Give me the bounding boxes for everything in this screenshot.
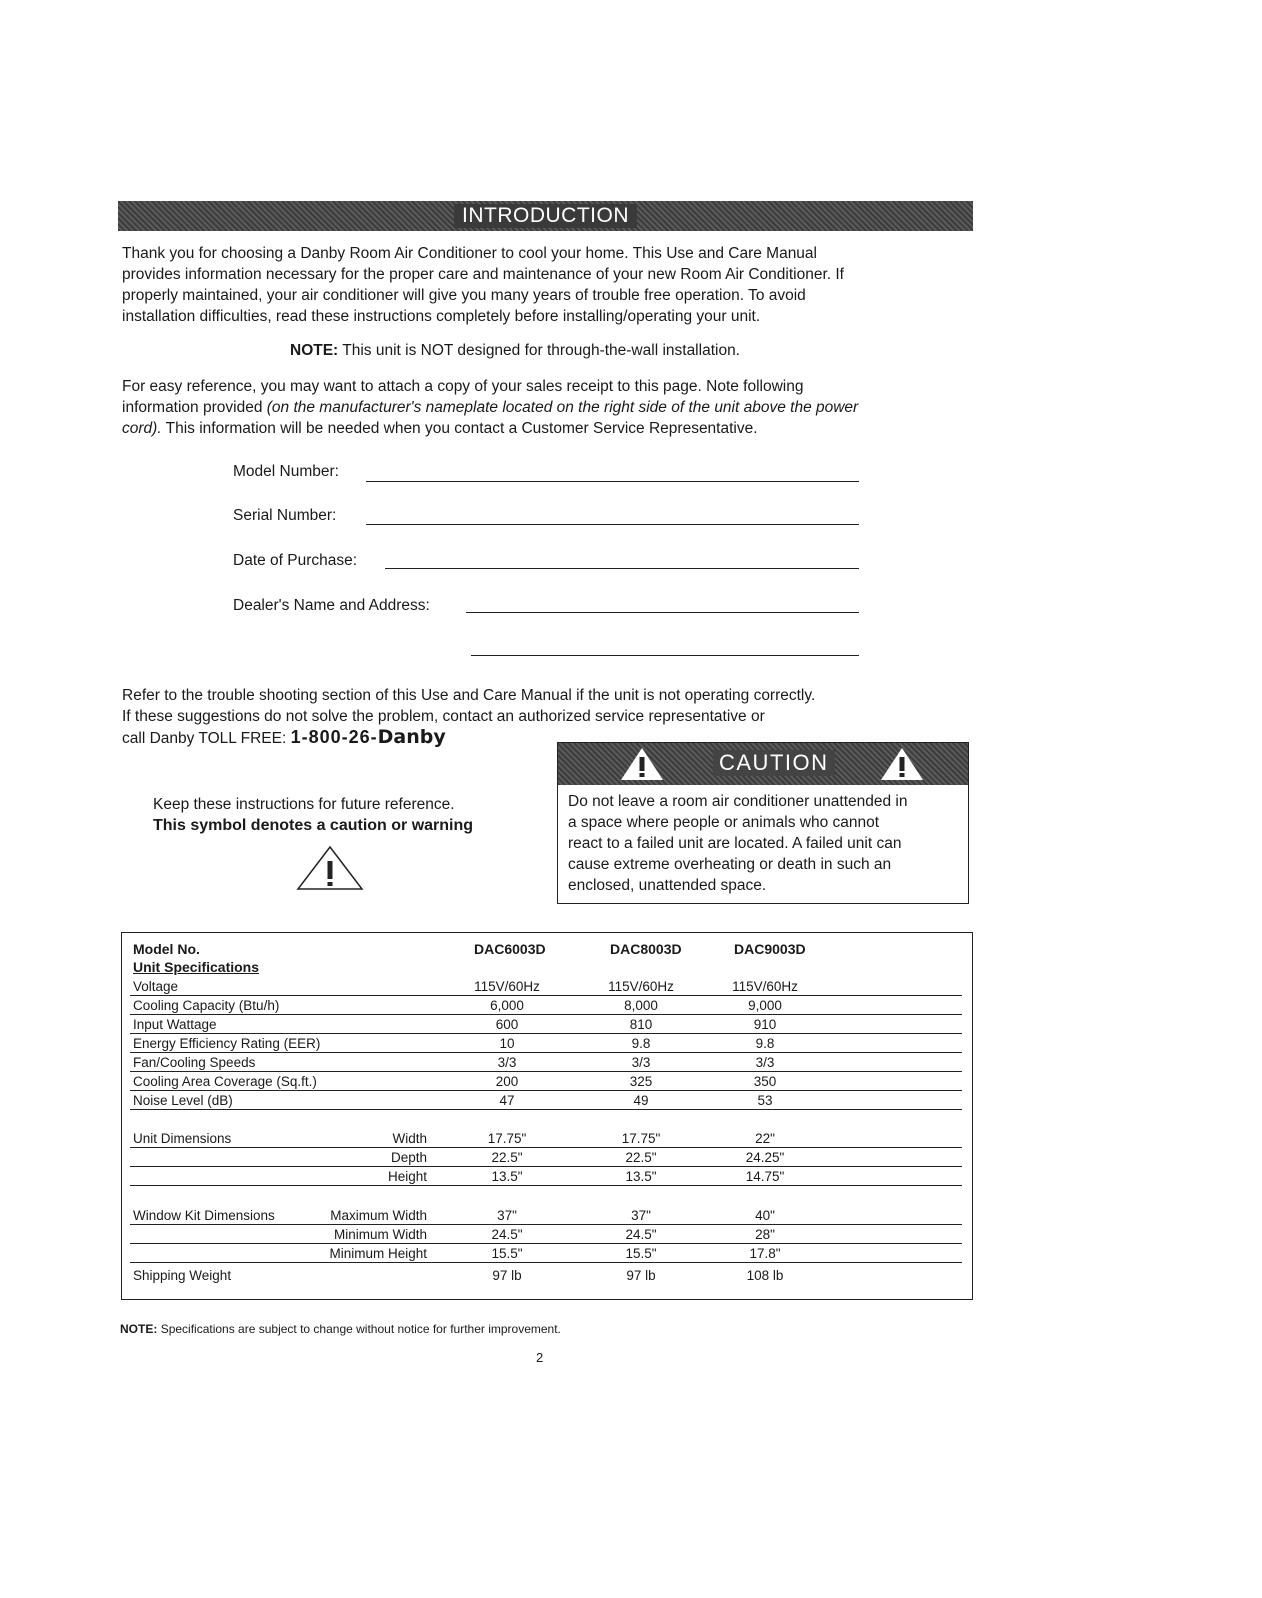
- dimension-value: 13.5": [625, 1169, 657, 1184]
- dimension-value: 13.5": [491, 1169, 523, 1184]
- spec-value: 9.8: [631, 1036, 651, 1051]
- dimension-sub-label: Minimum Width: [333, 1227, 427, 1242]
- date-of-purchase-line[interactable]: [385, 568, 859, 569]
- page-number: 2: [536, 1350, 544, 1365]
- spec-value: 3/3: [497, 1055, 517, 1070]
- spec-label: Cooling Capacity (Btu/h): [133, 998, 280, 1013]
- serial-number-line[interactable]: [366, 524, 859, 525]
- shipping-value: 108 lb: [746, 1268, 784, 1283]
- dimension-value: 17.75": [621, 1131, 661, 1146]
- row-rule: [130, 995, 962, 996]
- dimension-value: 28": [755, 1227, 775, 1242]
- caution-left-icon: [620, 747, 664, 781]
- shipping-weight-label: Shipping Weight: [133, 1268, 232, 1283]
- spec-value: 810: [629, 1017, 653, 1032]
- dimension-group-label: Window Kit Dimensions: [133, 1208, 275, 1223]
- intro-line: properly maintained, your air conditioner will give you many years of trouble free operation. To avoid: [122, 287, 806, 304]
- dimension-value: 24.5": [625, 1227, 657, 1242]
- dimension-sub-label: Height: [387, 1169, 427, 1184]
- intro-line: provides information necessary for the proper care and maintenance of your new Room Air Conditioner. If: [122, 266, 844, 283]
- spec-value: 115V/60Hz: [732, 979, 798, 994]
- row-rule: [130, 1166, 962, 1167]
- model-number-label: Model Number:: [233, 463, 339, 480]
- reference-italic-text: cord).: [122, 420, 162, 437]
- note-text: This unit is NOT designed for through-the-wall installation.: [342, 342, 740, 359]
- dimension-value: 37": [497, 1208, 517, 1223]
- spec-value: 8,000: [624, 998, 658, 1013]
- spec-value: 325: [629, 1074, 653, 1089]
- row-rule: [130, 1262, 962, 1263]
- footer-note: [120, 1322, 561, 1336]
- spec-value: 910: [753, 1017, 777, 1032]
- spec-value: 47: [499, 1093, 515, 1108]
- symbol-explanation: This symbol denotes a caution or warning: [153, 817, 474, 834]
- spec-value: 600: [495, 1017, 519, 1032]
- caution-box: [557, 742, 969, 904]
- footer-note-label: NOTE:: [120, 1322, 158, 1336]
- dealer-label: Dealer's Name and Address:: [233, 597, 430, 614]
- row-rule: [130, 1147, 962, 1148]
- caution-line: react to a failed unit are located. A failed unit can: [568, 835, 902, 852]
- spec-label: Voltage: [133, 979, 179, 994]
- date-of-purchase-label: Date of Purchase:: [233, 552, 358, 569]
- reference-paragraph: [122, 376, 972, 439]
- spec-value: 6,000: [490, 998, 524, 1013]
- caution-line: a space where people or animals who cannot: [568, 814, 880, 831]
- row-rule: [130, 1185, 962, 1186]
- caution-text: [568, 791, 960, 896]
- row-rule: [130, 1090, 962, 1091]
- dimension-value: 14.75": [745, 1169, 785, 1184]
- shipping-value: 97 lb: [626, 1268, 656, 1283]
- spec-value: 115V/60Hz: [608, 979, 674, 994]
- reference-line: [122, 397, 972, 418]
- dimension-value: 40": [755, 1208, 775, 1223]
- dimension-value: 24.5": [491, 1227, 523, 1242]
- dimension-value: 24.25": [745, 1150, 785, 1165]
- spec-value: 200: [495, 1074, 519, 1089]
- dimension-sub-label: Minimum Height: [329, 1246, 427, 1261]
- caution-line: enclosed, unattended space.: [568, 877, 767, 894]
- row-rule: [130, 1071, 962, 1072]
- introduction-banner: [118, 201, 973, 231]
- keep-instructions: Keep these instructions for future reference.: [153, 796, 455, 813]
- reference-plain-text: information provided: [122, 399, 267, 416]
- dimension-value: 37": [631, 1208, 651, 1223]
- spec-label: Noise Level (dB): [133, 1093, 233, 1108]
- spec-value: 9.8: [755, 1036, 775, 1051]
- caution-title: CAUTION: [713, 750, 835, 776]
- spec-value: 10: [499, 1036, 515, 1051]
- row-rule: [130, 1224, 962, 1225]
- spec-value: 9,000: [748, 998, 782, 1013]
- spec-value: 115V/60Hz: [474, 979, 540, 994]
- caution-header: [558, 743, 968, 785]
- dimension-value: 22": [755, 1131, 775, 1146]
- model-header: DAC8003D: [610, 941, 682, 957]
- reference-plain-text: This information will be needed when you contact a Customer Service Representative.: [161, 420, 758, 437]
- caution-right-icon: [880, 747, 924, 781]
- spec-label: Input Wattage: [133, 1017, 217, 1032]
- note-label: NOTE:: [290, 342, 339, 359]
- caution-line: Do not leave a room air conditioner unattended in: [568, 793, 908, 810]
- dimension-sub-label: Width: [392, 1131, 427, 1146]
- toll-free-label: call Danby TOLL FREE:: [122, 730, 291, 747]
- spec-value: 350: [753, 1074, 777, 1089]
- spec-value: 49: [633, 1093, 649, 1108]
- phone-number: 1-800-26-: [290, 727, 378, 747]
- spec-label: Energy Efficiency Rating (EER): [133, 1036, 321, 1051]
- banner-title: INTRODUCTION: [454, 204, 637, 228]
- intro-paragraph: [122, 243, 972, 327]
- footer-note-text: Specifications are subject to change without notice for further improvement.: [160, 1322, 561, 1336]
- reference-line: [122, 418, 972, 439]
- trouble-paragraph: [122, 685, 972, 749]
- dimension-value: 17.8": [749, 1246, 781, 1261]
- dimension-sub-label: Maximum Width: [330, 1208, 427, 1223]
- dimension-value: 22.5": [625, 1150, 657, 1165]
- dimension-group-label: Unit Dimensions: [133, 1131, 232, 1146]
- dimension-value: 15.5": [491, 1246, 523, 1261]
- model-header: DAC6003D: [474, 941, 546, 957]
- reference-italic-text: (on the manufacturer's nameplate located on the right side of the unit above the power: [266, 399, 859, 416]
- specifications-table: [121, 932, 973, 1300]
- dealer-line[interactable]: [466, 612, 859, 613]
- spec-label: Cooling Area Coverage (Sq.ft.): [133, 1074, 317, 1089]
- model-header: DAC9003D: [734, 941, 806, 957]
- row-rule: [130, 1052, 962, 1053]
- model-no-label: Model No.: [133, 941, 200, 957]
- warning-triangle-icon: [296, 845, 364, 896]
- trouble-line: Refer to the trouble shooting section of this Use and Care Manual if the unit is not operating correctly.: [122, 687, 816, 704]
- unit-specifications-label: Unit Specifications: [133, 959, 260, 975]
- danby-logo: Danby: [377, 726, 446, 748]
- dimension-sub-label: Depth: [390, 1150, 427, 1165]
- intro-line: Thank you for choosing a Danby Room Air Conditioner to cool your home. This Use and Care Manual: [122, 245, 817, 262]
- installation-note: [290, 340, 740, 361]
- spec-value: 3/3: [631, 1055, 651, 1070]
- serial-number-label: Serial Number:: [233, 507, 337, 524]
- row-rule: [130, 1109, 962, 1110]
- row-rule: [130, 1014, 962, 1015]
- row-rule: [130, 1033, 962, 1034]
- caution-line: cause extreme overheating or death in such an: [568, 856, 892, 873]
- spec-label: Fan/Cooling Speeds: [133, 1055, 256, 1070]
- dealer-address-line[interactable]: [471, 655, 859, 656]
- reference-line: For easy reference, you may want to attach a copy of your sales receipt to this page. Note following: [122, 378, 804, 395]
- shipping-value: 97 lb: [492, 1268, 522, 1283]
- trouble-line: If these suggestions do not solve the problem, contact an authorized service representative or: [122, 708, 765, 725]
- spec-value: 3/3: [755, 1055, 775, 1070]
- row-rule: [130, 1243, 962, 1244]
- intro-line: installation difficulties, read these instructions completely before installing/operating your unit.: [122, 308, 761, 325]
- model-number-line[interactable]: [366, 481, 859, 482]
- dimension-value: 22.5": [491, 1150, 523, 1165]
- dimension-value: 17.75": [487, 1131, 527, 1146]
- dimension-value: 15.5": [625, 1246, 657, 1261]
- spec-value: 53: [757, 1093, 773, 1108]
